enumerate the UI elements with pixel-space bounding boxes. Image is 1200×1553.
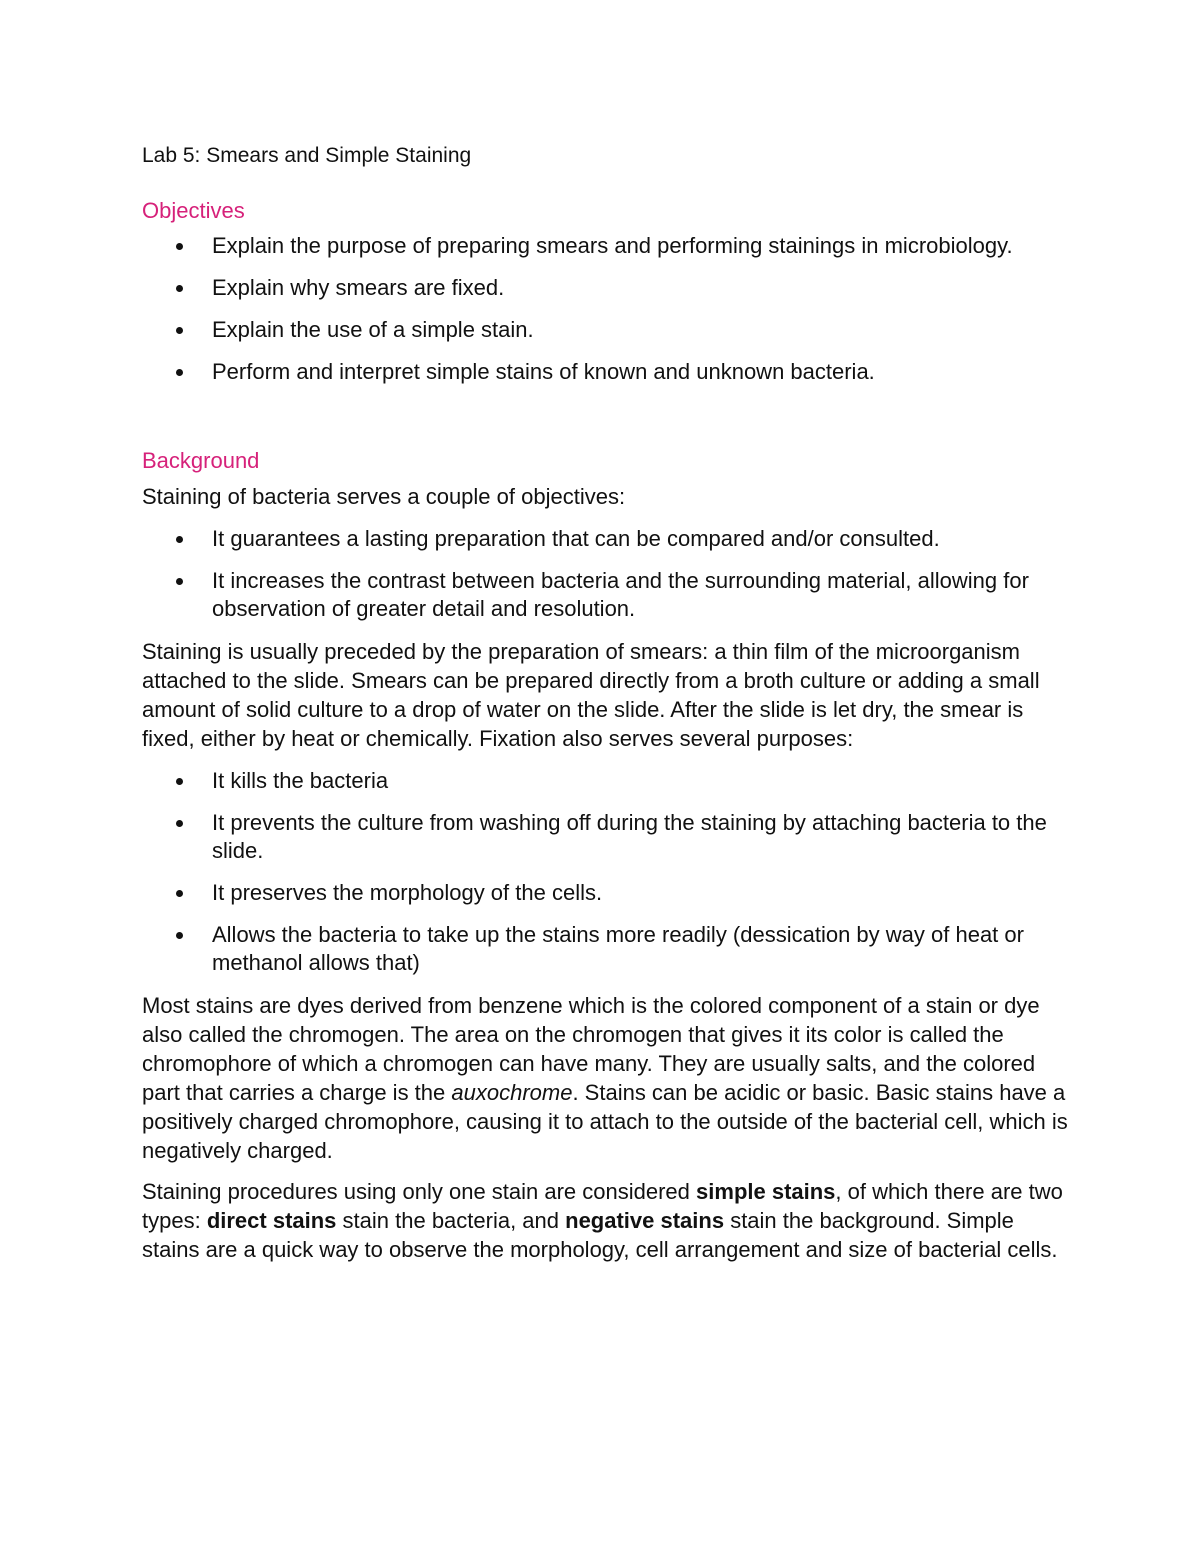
background-heading: Background <box>142 448 260 473</box>
bullet-icon <box>176 327 183 334</box>
list-item: It increases the contrast between bacteria and the surrounding material, allowing for observation of greater detail and resolution. <box>142 567 1072 623</box>
simple-stains-term: simple stains <box>696 1179 836 1204</box>
direct-stains-term: direct stains <box>206 1208 337 1233</box>
document-content <box>142 142 1072 1276</box>
list-item: It prevents the culture from washing off during the staining by attaching bacteria to the slide. <box>142 809 1072 865</box>
negative-stains-term: negative stains <box>565 1208 725 1233</box>
auxochrome-term: auxochrome <box>451 1080 573 1105</box>
list-item: Explain the purpose of preparing smears and performing stainings in microbiology. <box>142 232 1072 260</box>
simple-stains-paragraph: Staining procedures using only one stain are considered simple stains, of which there are two types: direct stains stain the bacteria, and negative stains stain the background. Simple stains are a quick way to observe the morphology, cell arrangement and size of bacterial cells. <box>142 1179 1063 1262</box>
staining-objectives-list <box>142 525 1072 623</box>
smear-paragraph: Staining is usually preceded by the preparation of smears: a thin film of the microorganism attached to the slide. Smears can be prepared directly from a broth culture or adding a small amount of solid culture to a drop of water on the slide. After the slide is let dry, the smear is fixed, either by heat or chemically. Fixation also serves several purposes: <box>142 639 1040 751</box>
objectives-heading: Objectives <box>142 198 245 223</box>
stains-paragraph: Most stains are dyes derived from benzene which is the colored component of a stain or dye also called the chromogen. The area on the chromogen that gives it its color is called the chromophore of which a chromogen can have many. They are usually salts, and the colored part that carries a charge is the auxochrome. Stains can be acidic or basic. Basic stains have a positively charged chromophore, causing it to attach to the outside of the bacterial cell, which is negatively charged. <box>142 993 1068 1163</box>
bullet-icon <box>176 820 183 827</box>
document-title: Lab 5: Smears and Simple Staining <box>142 144 472 167</box>
bullet-icon <box>176 369 183 376</box>
list-item: It guarantees a lasting preparation that can be compared and/or consulted. <box>142 525 1072 553</box>
background-intro: Staining of bacteria serves a couple of objectives: <box>142 484 626 509</box>
fixation-purposes-list <box>142 767 1072 977</box>
list-item: It kills the bacteria <box>142 767 1072 795</box>
bullet-icon <box>176 578 183 585</box>
bullet-icon <box>176 285 183 292</box>
list-item: Perform and interpret simple stains of known and unknown bacteria. <box>142 358 1072 386</box>
bullet-icon <box>176 932 183 939</box>
list-item: Allows the bacteria to take up the stains more readily (dessication by way of heat or methanol allows that) <box>142 921 1072 977</box>
bullet-icon <box>176 243 183 250</box>
bullet-icon <box>176 890 183 897</box>
list-item: It preserves the morphology of the cells. <box>142 879 1072 907</box>
bullet-icon <box>176 778 183 785</box>
list-item: Explain the use of a simple stain. <box>142 316 1072 344</box>
list-item: Explain why smears are fixed. <box>142 274 1072 302</box>
objectives-list <box>142 232 1072 386</box>
bullet-icon <box>176 536 183 543</box>
